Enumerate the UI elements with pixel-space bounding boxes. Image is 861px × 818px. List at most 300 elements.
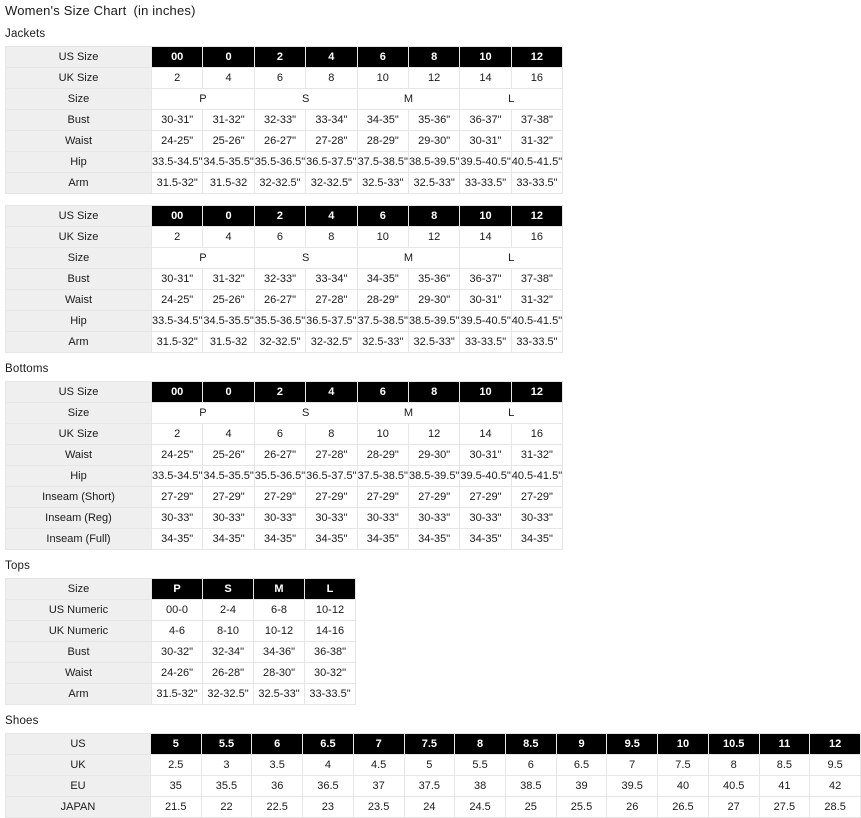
header-cell: 4 [306, 47, 357, 68]
header-cell: 0 [203, 47, 254, 68]
data-cell: 6 [254, 424, 305, 445]
header-cell: 10 [460, 47, 511, 68]
data-cell: L [460, 89, 563, 110]
data-cell: 27-29" [408, 487, 459, 508]
data-cell: 25-26" [203, 131, 254, 152]
header-cell: 12 [810, 734, 861, 755]
data-cell: 29-30" [408, 290, 459, 311]
data-cell: S [254, 89, 357, 110]
data-cell: 00-0 [152, 600, 203, 621]
table-row [6, 684, 356, 705]
data-cell: 30-33" [408, 508, 459, 529]
row-label: Bust [6, 269, 152, 290]
data-cell: 36-37" [460, 110, 511, 131]
data-cell: 33-34" [306, 269, 357, 290]
row-label: Waist [6, 663, 152, 684]
size-chart-table [5, 578, 356, 705]
data-cell: 26 [607, 797, 658, 818]
data-cell: 23.5 [353, 797, 404, 818]
table-row [6, 173, 563, 194]
table-row [6, 529, 563, 550]
data-cell: 30-32" [305, 663, 356, 684]
header-cell: 9.5 [607, 734, 658, 755]
header-cell: L [305, 579, 356, 600]
data-cell: 37.5 [404, 776, 455, 797]
data-cell: 7.5 [658, 755, 709, 776]
row-label: Bust [6, 642, 152, 663]
data-cell: 31-32" [203, 110, 254, 131]
data-cell: 24-25" [152, 131, 203, 152]
data-cell: 12 [408, 227, 459, 248]
row-label: UK Size [6, 424, 152, 445]
table-row [6, 424, 563, 445]
header-cell: 10 [460, 382, 511, 403]
data-cell: 30-33" [254, 508, 305, 529]
data-cell: 35 [150, 776, 201, 797]
data-cell: 4 [303, 755, 354, 776]
table-row [6, 248, 563, 269]
table-row [6, 466, 563, 487]
row-label: US Numeric [6, 600, 152, 621]
data-cell: 42 [810, 776, 861, 797]
data-cell: 30-33" [203, 508, 254, 529]
header-cell: 12 [511, 47, 562, 68]
data-cell: 33-34" [306, 110, 357, 131]
page-title [5, 3, 861, 18]
table-row [6, 89, 563, 110]
table-row [6, 382, 563, 403]
data-cell: 33.5-34.5" [152, 466, 203, 487]
header-cell: 00 [152, 382, 203, 403]
header-cell: M [254, 579, 305, 600]
header-cell: 9 [556, 734, 607, 755]
table-row [6, 290, 563, 311]
data-cell: 24-25" [152, 290, 203, 311]
data-cell: 34-35" [357, 110, 408, 131]
data-cell: 37.5-38.5" [357, 152, 408, 173]
data-cell: 39.5-40.5" [460, 311, 511, 332]
data-cell: 36-37" [460, 269, 511, 290]
data-cell: 36.5-37.5" [306, 311, 357, 332]
row-label: Waist [6, 131, 152, 152]
data-cell: 37.5-38.5" [357, 311, 408, 332]
data-cell: 27-29" [511, 487, 562, 508]
data-cell: 32.5-33" [357, 173, 408, 194]
data-cell: 38.5-39.5" [408, 152, 459, 173]
data-cell: 27.5 [759, 797, 810, 818]
data-cell: 36.5 [303, 776, 354, 797]
data-cell: L [460, 403, 563, 424]
header-cell: 8.5 [505, 734, 556, 755]
data-cell: P [152, 89, 255, 110]
header-cell: 11 [759, 734, 810, 755]
data-cell: 34-35" [254, 529, 305, 550]
data-cell: 10 [357, 227, 408, 248]
page-title-units: (in inches) [133, 3, 196, 18]
data-cell: 33-33.5" [305, 684, 356, 705]
data-cell: 31-32" [203, 269, 254, 290]
data-cell: 27-29" [306, 487, 357, 508]
size-chart-sections [5, 28, 861, 818]
data-cell: 31.5-32 [203, 173, 254, 194]
data-cell: 31-32" [511, 290, 562, 311]
data-cell: 3.5 [252, 755, 303, 776]
header-cell: 10 [658, 734, 709, 755]
data-cell: 40.5-41.5" [511, 152, 562, 173]
section-label: Bottoms [5, 363, 49, 375]
data-cell: M [357, 403, 460, 424]
data-cell: 31.5-32" [152, 173, 203, 194]
row-label: Waist [6, 445, 152, 466]
row-label: UK Size [6, 68, 152, 89]
data-cell: 32-34" [203, 642, 254, 663]
data-cell: 34-35" [357, 269, 408, 290]
row-label: Hip [6, 311, 152, 332]
header-cell: 6 [357, 382, 408, 403]
data-cell: 10-12 [305, 600, 356, 621]
table-row [6, 311, 563, 332]
data-cell: 22 [201, 797, 252, 818]
header-cell: 8 [408, 206, 459, 227]
row-label: Size [6, 248, 152, 269]
header-cell: 10.5 [708, 734, 759, 755]
data-cell: 34.5-35.5" [203, 311, 254, 332]
data-cell: 10 [357, 424, 408, 445]
data-cell: 6 [505, 755, 556, 776]
data-cell: 6.5 [556, 755, 607, 776]
data-cell: 36-38" [305, 642, 356, 663]
header-cell: 2 [254, 206, 305, 227]
data-cell: 8 [306, 424, 357, 445]
table-row [6, 508, 563, 529]
header-cell: 5.5 [201, 734, 252, 755]
header-cell: 7 [353, 734, 404, 755]
size-chart-table [5, 205, 563, 353]
data-cell: 32-32.5" [203, 684, 254, 705]
data-cell: 41 [759, 776, 810, 797]
header-cell: 2 [254, 47, 305, 68]
data-cell: 30-33" [511, 508, 562, 529]
data-cell: L [460, 248, 563, 269]
data-cell: 27-28" [306, 131, 357, 152]
data-cell: 31.5-32" [152, 332, 203, 353]
data-cell: 30-31" [460, 131, 511, 152]
table-row [6, 621, 356, 642]
data-cell: 6-8 [254, 600, 305, 621]
table-row [6, 642, 356, 663]
data-cell: 33-33.5" [511, 173, 562, 194]
data-cell: 32-33" [254, 269, 305, 290]
data-cell: 26-27" [254, 445, 305, 466]
header-cell: 6 [357, 47, 408, 68]
data-cell: P [152, 248, 255, 269]
data-cell: 37.5-38.5" [357, 466, 408, 487]
table-row [6, 152, 563, 173]
data-cell: 32.5-33" [408, 173, 459, 194]
data-cell: 34.5-35.5" [203, 152, 254, 173]
data-cell: 27-29" [254, 487, 305, 508]
data-cell: 25-26" [203, 445, 254, 466]
data-cell: 32-32.5" [254, 173, 305, 194]
data-cell: 32.5-33" [357, 332, 408, 353]
data-cell: 30-33" [357, 508, 408, 529]
data-cell: 4-6 [152, 621, 203, 642]
data-cell: 34.5-35.5" [203, 466, 254, 487]
row-label: Arm [6, 684, 152, 705]
section-label: Jackets [5, 28, 46, 40]
data-cell: 2.5 [150, 755, 201, 776]
data-cell: 27-29" [152, 487, 203, 508]
header-cell: 12 [511, 382, 562, 403]
row-label: Size [6, 403, 152, 424]
data-cell: 36.5-37.5" [306, 466, 357, 487]
data-cell: 16 [511, 227, 562, 248]
data-cell: 4.5 [353, 755, 404, 776]
data-cell: 14-16 [305, 621, 356, 642]
data-cell: 35-36" [408, 269, 459, 290]
data-cell: 8 [306, 68, 357, 89]
data-cell: 16 [511, 424, 562, 445]
data-cell: 33-33.5" [460, 173, 511, 194]
data-cell: 34-35" [460, 529, 511, 550]
data-cell: 26-28" [203, 663, 254, 684]
data-cell: 35.5-36.5" [254, 466, 305, 487]
data-cell: 24-25" [152, 445, 203, 466]
data-cell: M [357, 89, 460, 110]
header-cell: 8 [408, 47, 459, 68]
data-cell: 32-33" [254, 110, 305, 131]
header-cell: S [203, 579, 254, 600]
size-chart-table [5, 381, 563, 550]
table-row [6, 131, 563, 152]
data-cell: 31-32" [511, 131, 562, 152]
data-cell: 27-29" [460, 487, 511, 508]
row-label: US Size [6, 382, 152, 403]
section-label: Shoes [5, 715, 39, 727]
data-cell: S [254, 248, 357, 269]
row-label: US Size [6, 47, 152, 68]
data-cell: 28-29" [357, 445, 408, 466]
data-cell: 37 [353, 776, 404, 797]
data-cell: 28-29" [357, 290, 408, 311]
data-cell: 31.5-32" [152, 684, 203, 705]
section-tops [5, 560, 861, 705]
data-cell: 32.5-33" [408, 332, 459, 353]
data-cell: 40.5-41.5" [511, 466, 562, 487]
data-cell: 27-29" [357, 487, 408, 508]
row-label: UK Numeric [6, 621, 152, 642]
data-cell: 25-26" [203, 290, 254, 311]
header-cell: 8 [408, 382, 459, 403]
header-cell: 00 [152, 47, 203, 68]
data-cell: 32-32.5" [254, 332, 305, 353]
data-cell: 14 [460, 424, 511, 445]
data-cell: 8 [708, 755, 759, 776]
data-cell: 2 [152, 68, 203, 89]
table-row [6, 403, 563, 424]
data-cell: 40 [658, 776, 709, 797]
data-cell: 22.5 [252, 797, 303, 818]
data-cell: 14 [460, 227, 511, 248]
data-cell: 37-38" [511, 110, 562, 131]
row-label: UK [6, 755, 151, 776]
header-cell: 6.5 [303, 734, 354, 755]
data-cell: 3 [201, 755, 252, 776]
data-cell: 30-33" [152, 508, 203, 529]
data-cell: 30-31" [460, 290, 511, 311]
data-cell: 32-32.5" [306, 332, 357, 353]
data-cell: 23 [303, 797, 354, 818]
data-cell: 4 [203, 68, 254, 89]
table-row [6, 110, 563, 131]
data-cell: 28-29" [357, 131, 408, 152]
data-cell: 38.5-39.5" [408, 466, 459, 487]
data-cell: 7 [607, 755, 658, 776]
data-cell: 9.5 [810, 755, 861, 776]
data-cell: 40.5 [708, 776, 759, 797]
data-cell: 28-30" [254, 663, 305, 684]
data-cell: 12 [408, 68, 459, 89]
row-label: Size [6, 579, 152, 600]
data-cell: 30-31" [152, 269, 203, 290]
data-cell: 31.5-32 [203, 332, 254, 353]
header-cell: 12 [511, 206, 562, 227]
row-label: Inseam (Short) [6, 487, 152, 508]
page-title-text: Women's Size Chart [5, 3, 127, 18]
data-cell: 5.5 [455, 755, 506, 776]
table-row [6, 445, 563, 466]
table-row [6, 206, 563, 227]
row-label: Size [6, 89, 152, 110]
table-row [6, 755, 861, 776]
data-cell: 29-30" [408, 131, 459, 152]
data-cell: 2 [152, 424, 203, 445]
header-cell: 2 [254, 382, 305, 403]
data-cell: 38 [455, 776, 506, 797]
header-cell: 6 [252, 734, 303, 755]
data-cell: 2 [152, 227, 203, 248]
data-cell: 8.5 [759, 755, 810, 776]
table-row [6, 269, 563, 290]
data-cell: 33-33.5" [460, 332, 511, 353]
section-label: Tops [5, 560, 31, 572]
data-cell: 34-35" [306, 529, 357, 550]
table-row [6, 600, 356, 621]
size-chart-table [5, 733, 861, 818]
header-cell: P [152, 579, 203, 600]
data-cell: 39.5-40.5" [460, 152, 511, 173]
header-cell: 10 [460, 206, 511, 227]
data-cell: P [152, 403, 255, 424]
data-cell: 27 [708, 797, 759, 818]
table-row [6, 579, 356, 600]
data-cell: 25.5 [556, 797, 607, 818]
data-cell: 40.5-41.5" [511, 311, 562, 332]
data-cell: 35-36" [408, 110, 459, 131]
data-cell: 30-32" [152, 642, 203, 663]
data-cell: 14 [460, 68, 511, 89]
header-cell: 4 [306, 382, 357, 403]
data-cell: 2-4 [203, 600, 254, 621]
data-cell: 38.5-39.5" [408, 311, 459, 332]
data-cell: 35.5-36.5" [254, 152, 305, 173]
header-cell: 7.5 [404, 734, 455, 755]
row-label: Inseam (Full) [6, 529, 152, 550]
data-cell: 34-35" [152, 529, 203, 550]
header-cell: 0 [203, 206, 254, 227]
data-cell: 12 [408, 424, 459, 445]
data-cell: 30-31" [152, 110, 203, 131]
table-row [6, 47, 563, 68]
row-label: UK Size [6, 227, 152, 248]
row-label: US [6, 734, 151, 755]
table-row [6, 776, 861, 797]
data-cell: 36.5-37.5" [306, 152, 357, 173]
header-cell: 5 [150, 734, 201, 755]
row-label: Bust [6, 110, 152, 131]
row-label: Hip [6, 466, 152, 487]
data-cell: 35.5-36.5" [254, 311, 305, 332]
data-cell: 10 [357, 68, 408, 89]
table-row [6, 487, 563, 508]
data-cell: 8 [306, 227, 357, 248]
header-cell: 8 [455, 734, 506, 755]
row-label: Waist [6, 290, 152, 311]
data-cell: 4 [203, 227, 254, 248]
data-cell: 29-30" [408, 445, 459, 466]
header-cell: 0 [203, 382, 254, 403]
data-cell: 5 [404, 755, 455, 776]
data-cell: 39.5 [607, 776, 658, 797]
data-cell: 30-31" [460, 445, 511, 466]
data-cell: 34-36" [254, 642, 305, 663]
data-cell: 24 [404, 797, 455, 818]
data-cell: 39.5-40.5" [460, 466, 511, 487]
header-cell: 00 [152, 206, 203, 227]
data-cell: 34-35" [357, 529, 408, 550]
section-shoes [5, 715, 861, 818]
data-cell: 10-12 [254, 621, 305, 642]
data-cell: M [357, 248, 460, 269]
table-row [6, 734, 861, 755]
data-cell: 27-29" [203, 487, 254, 508]
table-row [6, 68, 563, 89]
data-cell: 35.5 [201, 776, 252, 797]
header-cell: 4 [306, 206, 357, 227]
data-cell: 33.5-34.5" [152, 152, 203, 173]
row-label: Arm [6, 332, 152, 353]
section-bottoms [5, 363, 861, 550]
data-cell: 39 [556, 776, 607, 797]
table-row [6, 663, 356, 684]
data-cell: 34-35" [203, 529, 254, 550]
row-label: JAPAN [6, 797, 151, 818]
data-cell: 27-28" [306, 445, 357, 466]
data-cell: 26.5 [658, 797, 709, 818]
row-label: Inseam (Reg) [6, 508, 152, 529]
data-cell: 32.5-33" [254, 684, 305, 705]
data-cell: 16 [511, 68, 562, 89]
data-cell: 25 [505, 797, 556, 818]
size-chart-table [5, 46, 563, 194]
data-cell: 33.5-34.5" [152, 311, 203, 332]
data-cell: S [254, 403, 357, 424]
data-cell: 8-10 [203, 621, 254, 642]
data-cell: 31-32" [511, 445, 562, 466]
data-cell: 4 [203, 424, 254, 445]
row-label: EU [6, 776, 151, 797]
row-label: Hip [6, 152, 152, 173]
